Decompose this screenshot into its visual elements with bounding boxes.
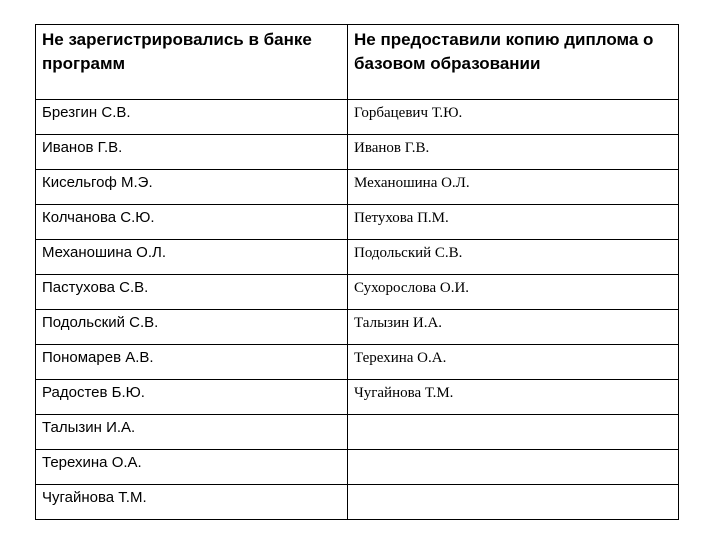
cell-not-registered: Терехина О.А. <box>36 450 348 485</box>
table-row <box>36 415 679 450</box>
cell-not-registered: Пономарев А.В. <box>36 345 348 380</box>
cell-no-diploma: Иванов Г.В. <box>348 135 679 170</box>
table-row <box>36 205 679 240</box>
cell-not-registered: Брезгин С.В. <box>36 100 348 135</box>
cell-no-diploma: Сухорослова О.И. <box>348 275 679 310</box>
cell-no-diploma: Терехина О.А. <box>348 345 679 380</box>
cell-no-diploma: Механошина О.Л. <box>348 170 679 205</box>
cell-no-diploma: Чугайнова Т.М. <box>348 380 679 415</box>
lists-table <box>35 24 679 520</box>
cell-not-registered: Пастухова С.В. <box>36 275 348 310</box>
cell-not-registered: Колчанова С.Ю. <box>36 205 348 240</box>
cell-not-registered: Радостев Б.Ю. <box>36 380 348 415</box>
cell-no-diploma <box>348 450 679 485</box>
table-row <box>36 450 679 485</box>
table-row <box>36 345 679 380</box>
cell-no-diploma: Подольский С.В. <box>348 240 679 275</box>
table-row <box>36 240 679 275</box>
cell-not-registered: Чугайнова Т.М. <box>36 485 348 520</box>
header-row <box>36 25 679 100</box>
cell-no-diploma <box>348 415 679 450</box>
table-row <box>36 135 679 170</box>
cell-not-registered: Иванов Г.В. <box>36 135 348 170</box>
cell-no-diploma: Горбацевич Т.Ю. <box>348 100 679 135</box>
table-row <box>36 100 679 135</box>
table-row <box>36 170 679 205</box>
cell-not-registered: Талызин И.А. <box>36 415 348 450</box>
table-row <box>36 310 679 345</box>
cell-not-registered: Механошина О.Л. <box>36 240 348 275</box>
table-row <box>36 275 679 310</box>
cell-no-diploma <box>348 485 679 520</box>
table-row <box>36 380 679 415</box>
table-row <box>36 485 679 520</box>
cell-no-diploma: Петухова П.М. <box>348 205 679 240</box>
cell-not-registered: Подольский С.В. <box>36 310 348 345</box>
cell-no-diploma: Талызин И.А. <box>348 310 679 345</box>
header-no-diploma-copy: Не предоставили копию диплома о базовом образовании <box>348 25 679 100</box>
header-not-registered: Не зарегистрировались в банке программ <box>36 25 348 100</box>
cell-not-registered: Кисельгоф М.Э. <box>36 170 348 205</box>
